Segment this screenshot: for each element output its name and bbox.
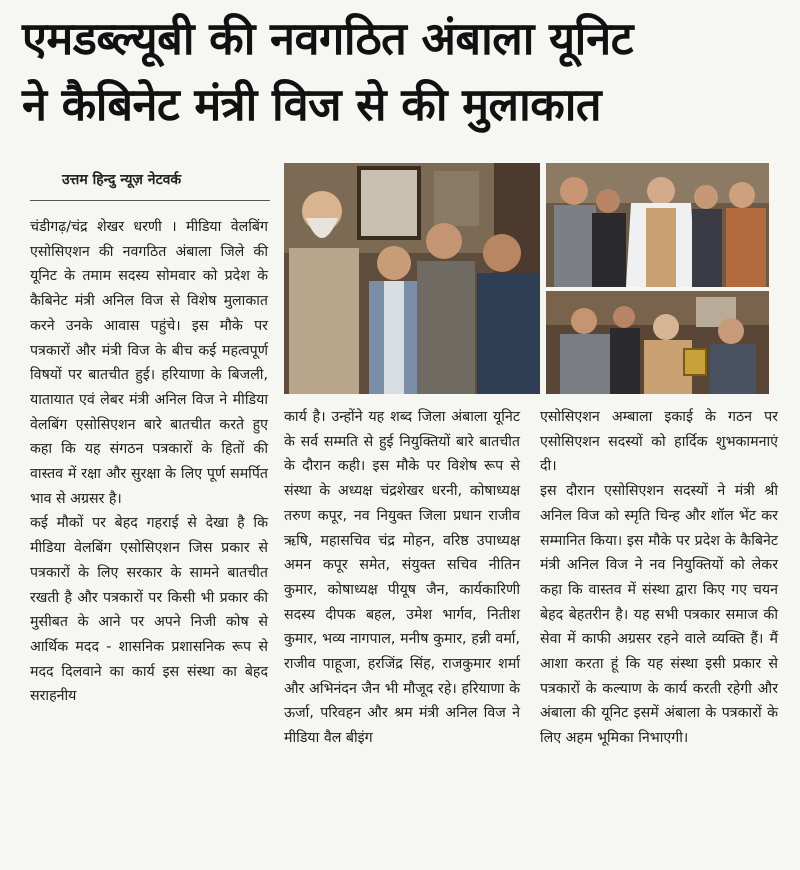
- article-paragraph: एसोसिएशन अम्बाला इकाई के गठन पर एसोसिएशन सदस्यों को हार्दिक शुभकामनाएं दी।: [540, 409, 778, 475]
- article-column-3: [540, 405, 778, 751]
- byline: उत्तम हिन्दु न्यूज़ नेटवर्क: [62, 172, 182, 188]
- photo-group-meeting: [284, 163, 540, 394]
- article-paragraph: कई मौकों पर बेहद गहराई से देखा है कि मीडिया वेलबिंग एसोसिएशन जिस प्रकार से पत्रकारों के लिए सरकार के सामने बातचीत रखती है और पत्रकारों पर किसी भी प्रकार की मुसीबत के आने पर अपने निजी कोष से आर्थिक मदद - शासनिक प्रशासनिक रूप से मदद दिलवाने का कार्य इस संस्था का बेहद सराहनीय: [30, 515, 268, 705]
- article-paragraph: कार्य है। उन्होंने यह शब्द जिला अंबाला यूनिट के सर्व सम्मति से हुई नियुक्तियों बारे बातचीत के दौरान कही। इस मौके पर विशेष रूप से संस्था के अध्यक्ष चंद्रशेखर धरनी, कोषाध्यक्ष तरुण कपूर, नव नियुक्त जिला प्रधान राजीव ऋषि, महासचिव चंद्र मोहन, वरिष्ठ उपाध्यक्ष अमन कपूर समेत, संयुक्त सचिव नीतिन कुमार, कोषाध्यक्ष पीयूष जैन, कार्यकारिणी सदस्य दीपक बहल, उमेश भार्गव, नितीश कुमार, भव्य नागपाल, मनीष कुमार, हन्नी वर्मा, राजीव पाहूजा, हरजिंद्र सिंह, राजकुमार शर्मा और अभिनंदन जैन भी मौजूद रहे। हरियाणा के ऊर्जा, परिवहन और श्रम मंत्री अनिल विज ने मीडिया वैल बीइंग: [284, 409, 520, 747]
- byline-divider: [30, 200, 270, 201]
- headline: [22, 6, 782, 138]
- article-column-2: [284, 405, 520, 751]
- article-column-1: [30, 215, 268, 709]
- photo-shawl-presentation: [546, 163, 769, 287]
- article-paragraph: चंडीगढ़/चंद्र शेखर धरणी । मीडिया वेलबिंग एसोसिएशन की नवगठित अंबाला जिले की यूनिट के तमाम सदस्य सोमवार को प्रदेश के कैबिनेट मंत्री अनिल विज से विशेष मुलाकात करने उनके आवास पहुंचे। इस मौके पर पत्रकारों और मंत्री विज के बीच कई महत्वपूर्ण विषयों पर बातचीत हुई। हरियाणा के बिजली, यातायात एवं लेबर मंत्री अनिल विज ने मीडिया वेलबिंग एसोसिएशन बारे बातचीत करते हुए कहा कि यह संगठन पत्रकारों के हितों की वास्तव में रक्षा और सुरक्षा के लिए पूर्ण समर्पित भाव से अग्रसर है।: [30, 219, 268, 507]
- headline-line-1: एमडब्ल्यूबी की नवगठित अंबाला यूनिट: [22, 12, 633, 65]
- headline-line-2: ने कैबिनेट मंत्री विज से की मुलाकात: [22, 78, 602, 131]
- article-paragraph: इस दौरान एसोसिएशन सदस्यों ने मंत्री श्री अनिल विज को स्मृति चिन्ह और शॉल भेंट कर सम्मानित किया। इस मौके पर प्रदेश के कैबिनेट मंत्री अनिल विज ने नव नियुक्तियों को लेकर कहा कि वास्तव में संस्था द्वारा किए गए चयन बेहद बेहतरीन है। यह सभी पत्रकार समाज की सेवा में काफी अग्रसर रहने वाले व्यक्ति हैं। मैं आशा करता हूं कि यह संस्था इसी प्रकार से पत्रकारों के कल्याण के कार्य करती रहेगी और अंबाला की यूनिट इसमें अंबाला के पत्रकारों के लिए अहम भूमिका निभाएगी।: [540, 483, 778, 747]
- photo-memento-presentation: [546, 291, 769, 394]
